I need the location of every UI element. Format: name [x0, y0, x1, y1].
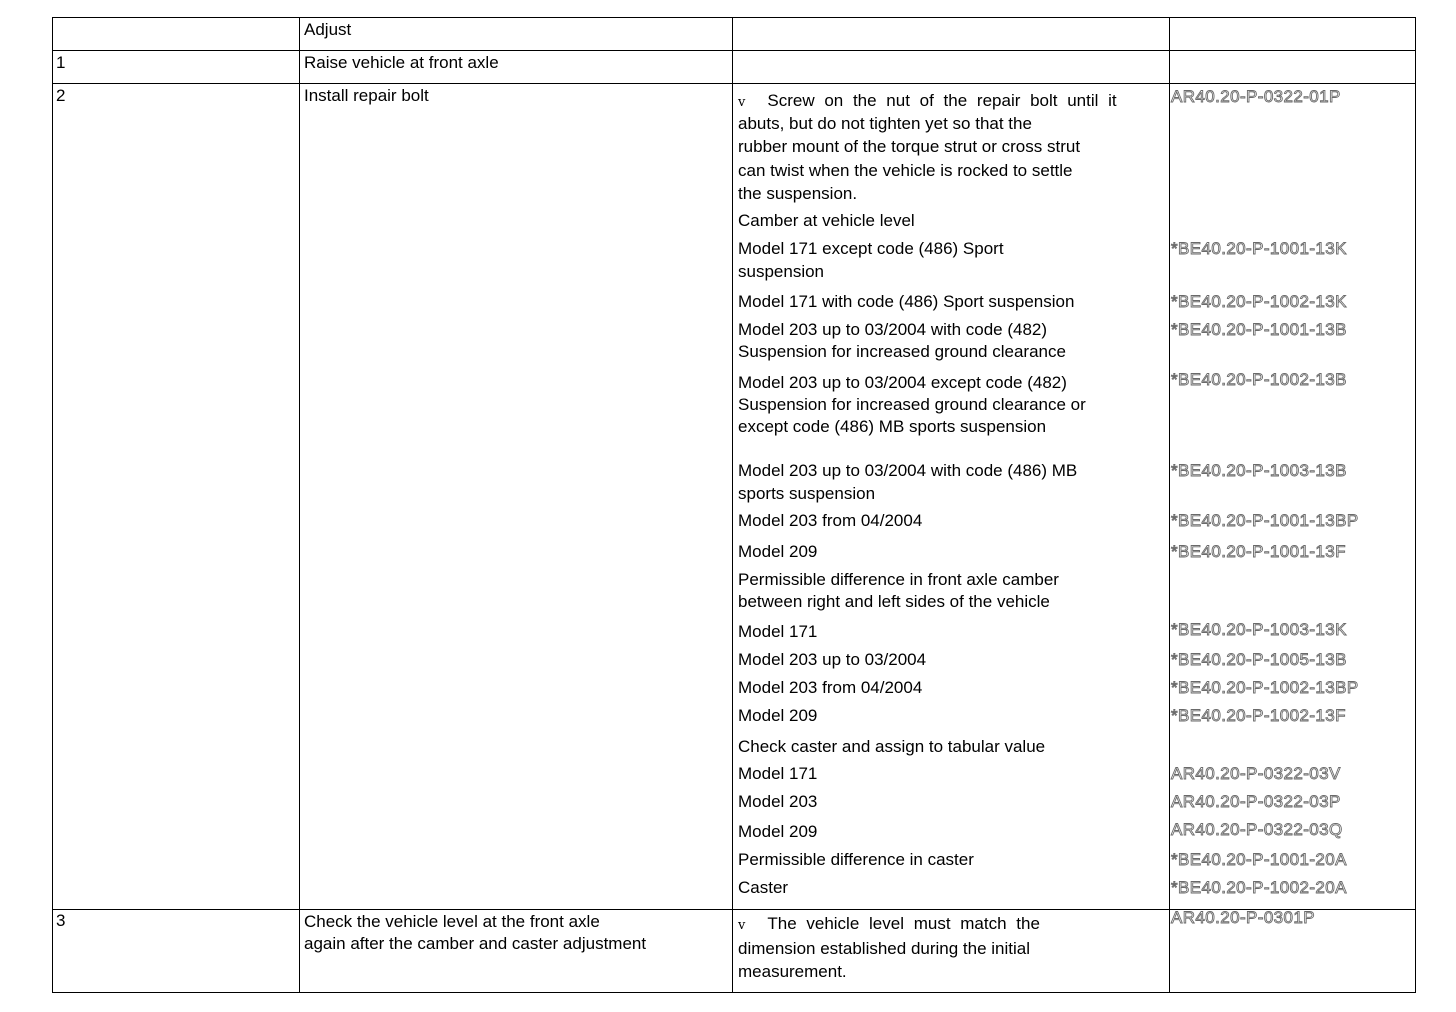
- reference-code: *BE40.20-P-1001-13BP: [1171, 511, 1359, 530]
- reference-code: *BE40.20-P-1003-13K: [1171, 620, 1347, 639]
- detail-line: Model 171: [738, 764, 818, 783]
- detail-line: Model 209: [738, 822, 818, 841]
- detail-line: Model 171 except code (486) Sport: [738, 239, 1004, 258]
- note-line: v Screw on the nut of the repair bolt until it: [738, 91, 1117, 110]
- note-line: can twist when the vehicle is rocked to settle: [738, 161, 1073, 180]
- step-action: Check the vehicle level at the front axle: [304, 912, 600, 931]
- detail-line: except code (486) MB sports suspension: [738, 417, 1047, 436]
- reference-code: AR40.20-P-0301P: [1171, 908, 1315, 927]
- table-border-top: [52, 17, 1416, 18]
- reference-code: AR40.20-P-0322-03V: [1171, 764, 1341, 783]
- reference-code: AR40.20-P-0322-01P: [1171, 87, 1341, 106]
- reference-code: *BE40.20-P-1003-13B: [1171, 461, 1347, 480]
- note-line: rubber mount of the torque strut or cross strut: [738, 137, 1081, 156]
- detail-line: sports suspension: [738, 484, 876, 503]
- note-line: abuts, but do not tighten yet so that the: [738, 114, 1032, 133]
- detail-heading: between right and left sides of the vehicle: [738, 592, 1050, 611]
- reference-code: *BE40.20-P-1005-13B: [1171, 650, 1347, 669]
- detail-line: suspension: [738, 262, 825, 281]
- reference-code: *BE40.20-P-1001-20A: [1171, 850, 1347, 869]
- detail-line: Model 203 from 04/2004: [738, 678, 923, 697]
- detail-line: Model 203 up to 03/2004: [738, 650, 927, 669]
- detail-line: Model 203 up to 03/2004 with code (482): [738, 320, 1048, 339]
- detail-heading: Camber at vehicle level: [738, 211, 915, 230]
- bullet-icon: v: [738, 918, 746, 933]
- table-border-bottom: [52, 992, 1416, 993]
- header-action: Adjust: [304, 20, 352, 39]
- detail-line: Model 171: [738, 622, 818, 641]
- reference-code: *BE40.20-P-1002-13BP: [1171, 678, 1359, 697]
- note-line: the suspension.: [738, 184, 858, 203]
- detail-line: Model 203 from 04/2004: [738, 511, 923, 530]
- detail-heading: Check caster and assign to tabular value: [738, 737, 1046, 756]
- step-number: 1: [56, 53, 66, 72]
- reference-code: *BE40.20-P-1001-13K: [1171, 239, 1347, 258]
- step-action: Install repair bolt: [304, 86, 429, 105]
- detail-line: Model 209: [738, 706, 818, 725]
- reference-code: *BE40.20-P-1002-13F: [1171, 706, 1346, 725]
- note-line: dimension established during the initial: [738, 939, 1031, 958]
- col-divider: [732, 17, 733, 993]
- bullet-icon: v: [738, 95, 746, 110]
- step-number: 2: [56, 86, 66, 105]
- detail-line: Model 203 up to 03/2004 with code (486) MB: [738, 461, 1078, 480]
- row-divider: [52, 50, 1416, 51]
- row-divider: [52, 83, 1416, 84]
- detail-line: Model 203: [738, 792, 818, 811]
- col-divider: [1415, 17, 1416, 993]
- reference-code: *BE40.20-P-1001-13B: [1171, 320, 1347, 339]
- col-divider: [1169, 17, 1170, 993]
- detail-line: Suspension for increased ground clearance or: [738, 395, 1086, 414]
- col-divider: [299, 17, 300, 993]
- reference-code: AR40.20-P-0322-03P: [1171, 792, 1341, 811]
- detail-line: Suspension for increased ground clearance: [738, 342, 1066, 361]
- reference-code: *BE40.20-P-1002-20A: [1171, 878, 1347, 897]
- note-line: measurement.: [738, 962, 847, 981]
- step-number: 3: [56, 911, 66, 930]
- note-line: v The vehicle level must match the: [738, 914, 1040, 933]
- step-action: Raise vehicle at front axle: [304, 53, 499, 72]
- detail-heading: Permissible difference in front axle camber: [738, 570, 1059, 589]
- col-divider: [52, 17, 53, 993]
- detail-line: Model 209: [738, 542, 818, 561]
- reference-code: *BE40.20-P-1001-13F: [1171, 542, 1346, 561]
- detail-line: Model 203 up to 03/2004 except code (482): [738, 373, 1067, 392]
- detail-line: Model 171 with code (486) Sport suspension: [738, 292, 1075, 311]
- detail-line: Permissible difference in caster: [738, 850, 974, 869]
- reference-code: *BE40.20-P-1002-13B: [1171, 370, 1347, 389]
- reference-code: *BE40.20-P-1002-13K: [1171, 292, 1347, 311]
- step-action: again after the camber and caster adjustment: [304, 934, 647, 953]
- reference-code: AR40.20-P-0322-03Q: [1171, 820, 1343, 839]
- detail-line: Caster: [738, 878, 789, 897]
